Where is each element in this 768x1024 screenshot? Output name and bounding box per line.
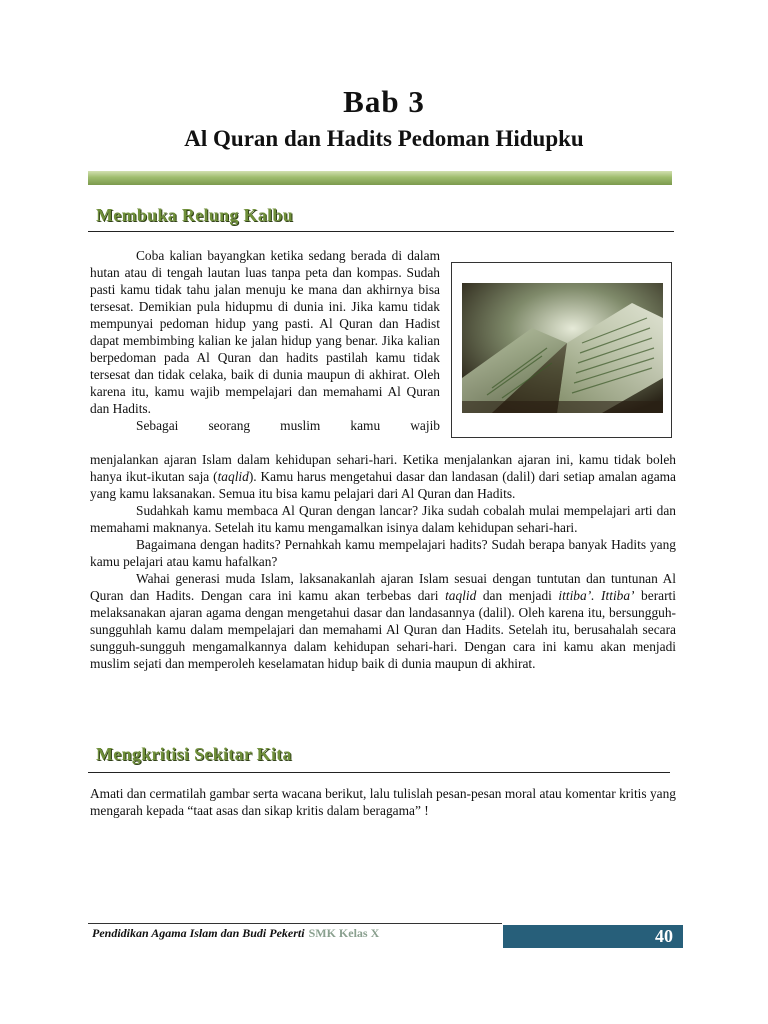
quran-figure bbox=[451, 262, 672, 438]
paragraph-1: Coba kalian bayangkan ketika sedang berada di dalam hutan atau di tengah lautan luas tanpa peta dan kompas. Sudah pasti kamu tidak tahu jalan menuju ke mana dan akhirnya bisa tersesat. Demikian pula hidupmu di dunia ini. Jika kamu tidak mempunyai pedoman hidup yang pasti. Al Quran dan Hadist dapat membimbing kalian ke jalan hidup yang benar. Jika kalian berpedoman pada Al Quran dan hadits pastilah kamu tidak tersesat dan tidak celaka, baik di dunia maupun di akhirat. Oleh karena itu, kamu wajib mempelajari dan memahami Al Quran dan Hadits. bbox=[90, 248, 440, 416]
section-divider bbox=[88, 231, 674, 232]
paragraph-5 bbox=[90, 570, 676, 672]
term-ittiba: ittiba’. Ittiba’ bbox=[558, 588, 635, 603]
paragraph-intro bbox=[90, 247, 440, 434]
footer-book-title bbox=[92, 926, 379, 941]
section2-instruction: Amati dan cermatilah gambar serta wacana berikut, lalu tulislah pesan-pesan moral atau komentar kritis yang mengarah kepada “taat asas dan sikap kritis dalam beragama” ! bbox=[90, 786, 676, 818]
term-taqlid: taqlid bbox=[445, 588, 477, 603]
section-title-membuka-relung-kalbu: Membuka Relung Kalbu bbox=[96, 205, 294, 225]
chapter-number: Bab 3 bbox=[343, 84, 425, 119]
section-divider bbox=[88, 772, 670, 773]
footer-book-name: Pendidikan Agama Islam dan Budi Pekerti bbox=[92, 926, 305, 940]
paragraph-block bbox=[90, 451, 676, 672]
footer-class: SMK Kelas X bbox=[308, 926, 380, 940]
open-quran-image bbox=[462, 283, 663, 413]
page-number: 40 bbox=[503, 925, 683, 948]
paragraph-5-text-b: dan menjadi bbox=[476, 588, 559, 603]
paragraph-4: Bagaimana dengan hadits? Pernahkah kamu mempelajari hadits? Sudah berapa banyak Hadits yang kamu pelajari atau kamu hafalkan? bbox=[90, 537, 676, 569]
section-title-mengkritisi-sekitar-kita: Mengkritisi Sekitar Kita bbox=[96, 744, 292, 764]
paragraph-5-text-a: Wahai generasi muda Islam, laksanakanlah ajaran Islam sesuai dengan tuntutan dan tuntunan Al Quran dan Hadits. Dengan cara ini kamu akan terbebas dari bbox=[90, 571, 676, 603]
paragraph-2 bbox=[90, 451, 676, 502]
paragraph-5-text-c: berarti melaksanakan ajaran agama dengan mengetahui dasar dan landasannya (dalil). Oleh karena itu, bersungguh-sungguhlah kamu dalam mempelajari dan memahami Al Quran dan Hadits. Setelah itu, berusahalah secara sungguh-sungguh mengamalkannya dalam kehidupan sehari-hari. Dengan cara ini kamu akan menjadi muslim sejati dan memperoleh keselamatan hidup baik di dunia maupun di akhirat. bbox=[90, 588, 676, 671]
paragraph-2-start: Sebagai seorang muslim kamu wajib bbox=[136, 418, 440, 433]
footer-divider bbox=[88, 923, 502, 924]
paragraph-2-text-a: menjalankan ajaran Islam dalam kehidupan sehari-hari. Ketika menjalankan ajaran ini, kamu tidak boleh hanya ikut-ikutan saja ( bbox=[90, 452, 676, 484]
paragraph-2-text-b: ). Kamu harus mengetahui dasar dan landasan (dalil) dari setiap amalan agama yang kamu laksanakan. Semua itu bisa kamu pelajari dari Al Quran dan Hadits. bbox=[90, 469, 676, 501]
header-bar bbox=[88, 171, 672, 185]
paragraph-3: Sudahkah kamu membaca Al Quran dengan lancar? Jika sudah cobalah mulai mempelajari arti dan memahami maknanya. Setelah itu kamu mengamalkan isinya dalam kehidupan sehari-hari. bbox=[90, 503, 676, 535]
term-taqlid: taqlid bbox=[217, 469, 249, 484]
chapter-title: Al Quran dan Hadits Pedoman Hidupku bbox=[184, 126, 584, 151]
